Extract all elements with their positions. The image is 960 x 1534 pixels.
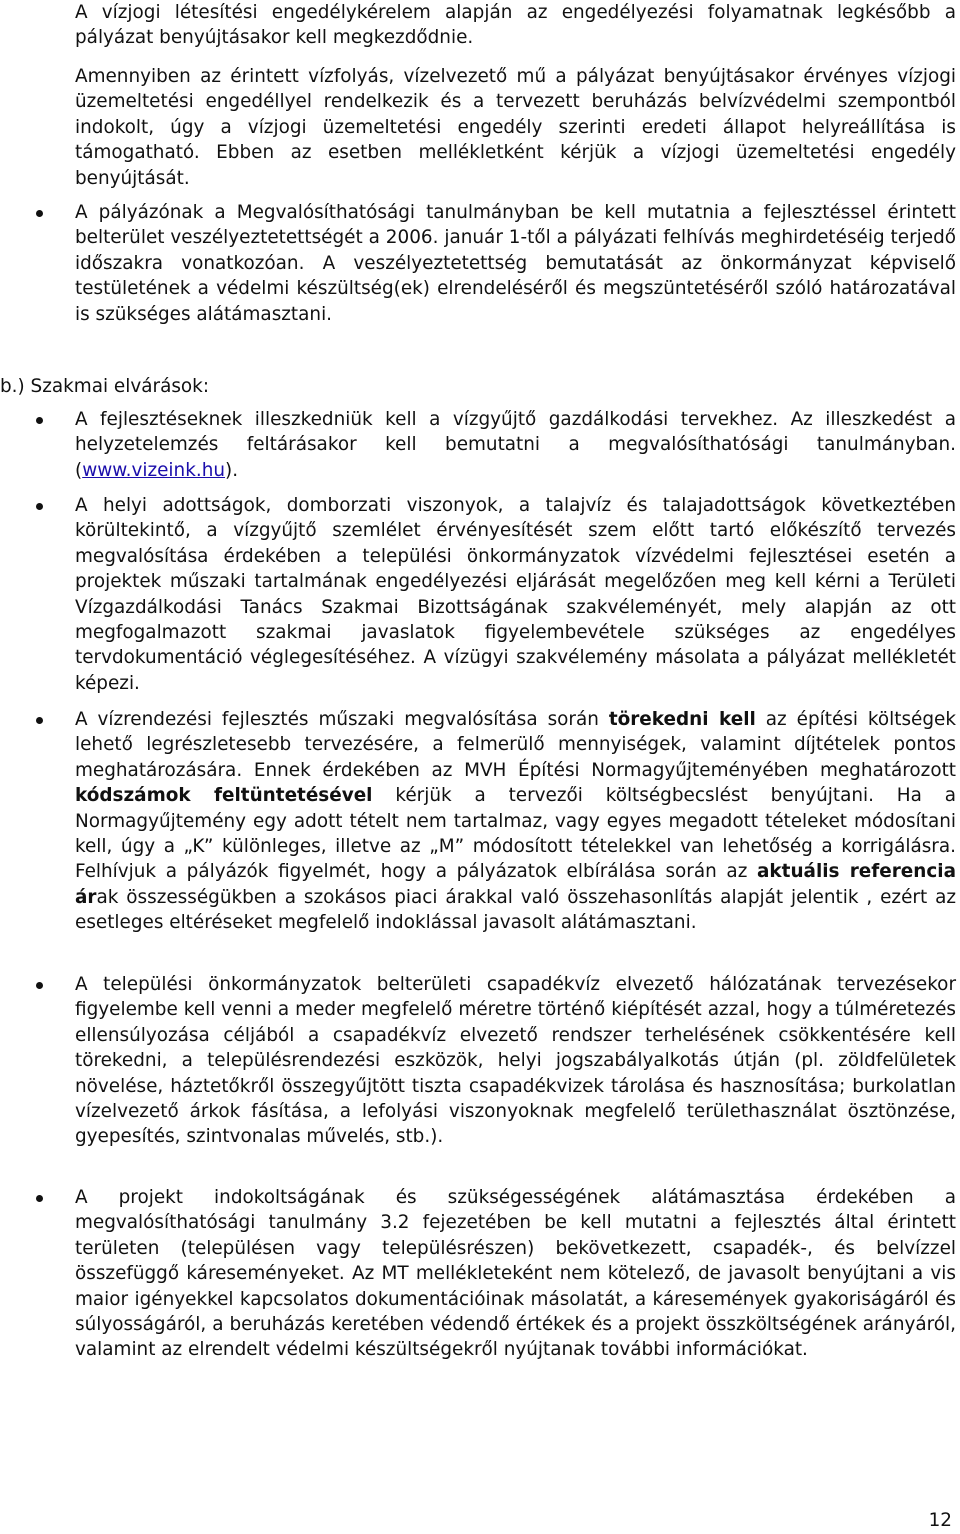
vizeink-link[interactable]: www.vizeink.hu (82, 459, 226, 481)
cost-text-d: ak összességükben a szokásos piaci árakkal való összehasonlítás alapját jelentik , ezért az esetleges eltéréseket megfelelő indoklással javasolt alátámasztani. (75, 886, 956, 934)
page-number: 12 (928, 1510, 952, 1531)
paragraph-cost-planning (75, 707, 956, 936)
catchment-text-end: ). (225, 459, 239, 481)
paragraph-catchment-plans (75, 407, 956, 483)
cost-bold-codes: kódszámok feltüntetésével (75, 785, 373, 807)
cost-bold-strive: törekedni kell (608, 709, 756, 730)
paragraph-operating-license: Amennyiben az érintett vízfolyás, vízelvezető mű a pályázat benyújtásakor érvényes vízjogi üzemeltetési engedéllyel rendelkezik és a tervezett beruházás belvízvédelmi szempontból indokolt, úgy a vízjogi üzemeltetési engedély szerinti eredeti állapot helyreállítása is támogatható. Ebben az esetben mellékletként kérjük a vízjogi üzemeltetési engedély benyújtását. (75, 66, 956, 189)
cost-text-c: kérjük a tervezői költségbecslést benyújtani. Ha a Normagyűjtemény egy adott tételt nem tartalmaz, vagy egyes megadott tételeket módosítani kell, úgy a „K” különleges, illetve az „M” módosított tételekkel van lehetőség a korrigálásra. Felhívjuk a pályázók figyelmét, hogy a pályázatok elbírálása során az (75, 785, 957, 883)
catchment-text: A fejlesztéseknek illeszkedniük kell a vízgyűjtő gazdálkodási tervekhez. Az illeszkedést a helyzetelemzés feltárásakor kell bemutatni a megvalósíthatósági tanulmányban. ( (75, 409, 956, 481)
paragraph-licensing-start: A vízjogi létesítési engedélykérelem alapján az engedélyezési folyamatnak legkésőbb a pályázat benyújtásakor kell megkezdődnie. (75, 2, 956, 49)
paragraph-stormwater: A települési önkormányzatok belterületi csapadékvíz elvezető hálózatának tervezésekor figyelembe kell venni a meder megfelelő méretre történő kiépítését azzal, hogy a túlméretezés ellensúlyozása céljából a csapadékvíz elvezető rendszer terhelésének csökkentésére kell törekedni, a településrendezési eszközök, helyi jogszabályalkotás útján (pl. zöldfelületek növelése, háztetőkről összegyűjtött tiszta csapadékvizek tárolása és hasznosítása; burkolatlan vízelvezető árkok fásítása, a lefolyási viszonyoknak megfelelő területhasználat ösztönzése, gyepesítés, szintvonalas művelés, stb.). (75, 974, 956, 1148)
paragraph-endangerment: A pályázónak a Megvalósíthatósági tanulmányban be kell mutatnia a fejlesztéssel érintett belterület veszélyeztetettségét a 2006. január 1-től a pályázati felhívás meghirdetéséig terjedő időszakra vonatkozóan. A veszélyeztetettség bemutatását az önkormányzat képviselő testületének a védelmi készültség(ek) elrendeléséről és megszüntetéséről szóló határozatával is szükséges alátámasztani. (75, 202, 956, 325)
bullet-icon (36, 503, 43, 510)
cost-text-a: A vízrendezési fejlesztés műszaki megvalósítása során (75, 709, 609, 730)
bullet-icon (36, 210, 43, 217)
bullet-icon (36, 417, 43, 424)
paragraph-project-justification: A projekt indokoltságának és szükségességének alátámasztása érdekében a megvalósíthatósági tanulmány 3.2 fejezetében be kell mutatni a fejlesztés által érintett területen (településen vagy településrészen) bekövetkezett, csapadék-, és belvízzel összefüggő káreseményeket. Az MT mellékleteként nem kötelező, de javasolt benyújtani a vis maior igényekkel kapcsolatos dokumentációinak másolatát, a káresemények gyakoriságáról és súlyosságáról, a beruházás keretében védendő értékek és a projekt összköltségének arányáról, valamint az elrendelt védelmi készültségekről nyújtanak további információkat. (75, 1187, 956, 1361)
bullet-icon (36, 982, 43, 989)
paragraph-expert-opinion: A helyi adottságok, domborzati viszonyok, a talajvíz és talajadottságok következtében körültekintő, a vízgyűjtő szemlélet érvényesítését szem előtt tartó előkészítő tervezés megvalósítása érdekében a települési önkormányzatok vízvédelmi fejlesztései esetén a projektek műszaki tartalmának engedélyezési eljárását megelőzően meg kell kérni a Területi Vízgazdálkodási Tanács Szakmai Bizottságának szakvéleményét, mely alapján az ott megfogalmazott szakmai javaslatok figyelembevétele szükséges az engedélyes tervdokumentáció véglegesítéséhez. A vízügyi szakvélemény másolata a pályázat mellékletét képezi. (75, 495, 956, 694)
cost-bold-reference: aktuális referencia ár (75, 861, 956, 908)
bullet-icon (36, 717, 43, 724)
cost-text-b: az építési költségek lehető legrészletesebb tervezésére, a felmerülő mennyiségek, valamint díjtételek pontos meghatározására. Ennek érdekében az MVH Építési Normagyűjteményében meghatározott (75, 709, 956, 781)
bullet-icon (36, 1195, 43, 1202)
section-heading-b: b.) Szakmai elvárások: (0, 376, 210, 397)
